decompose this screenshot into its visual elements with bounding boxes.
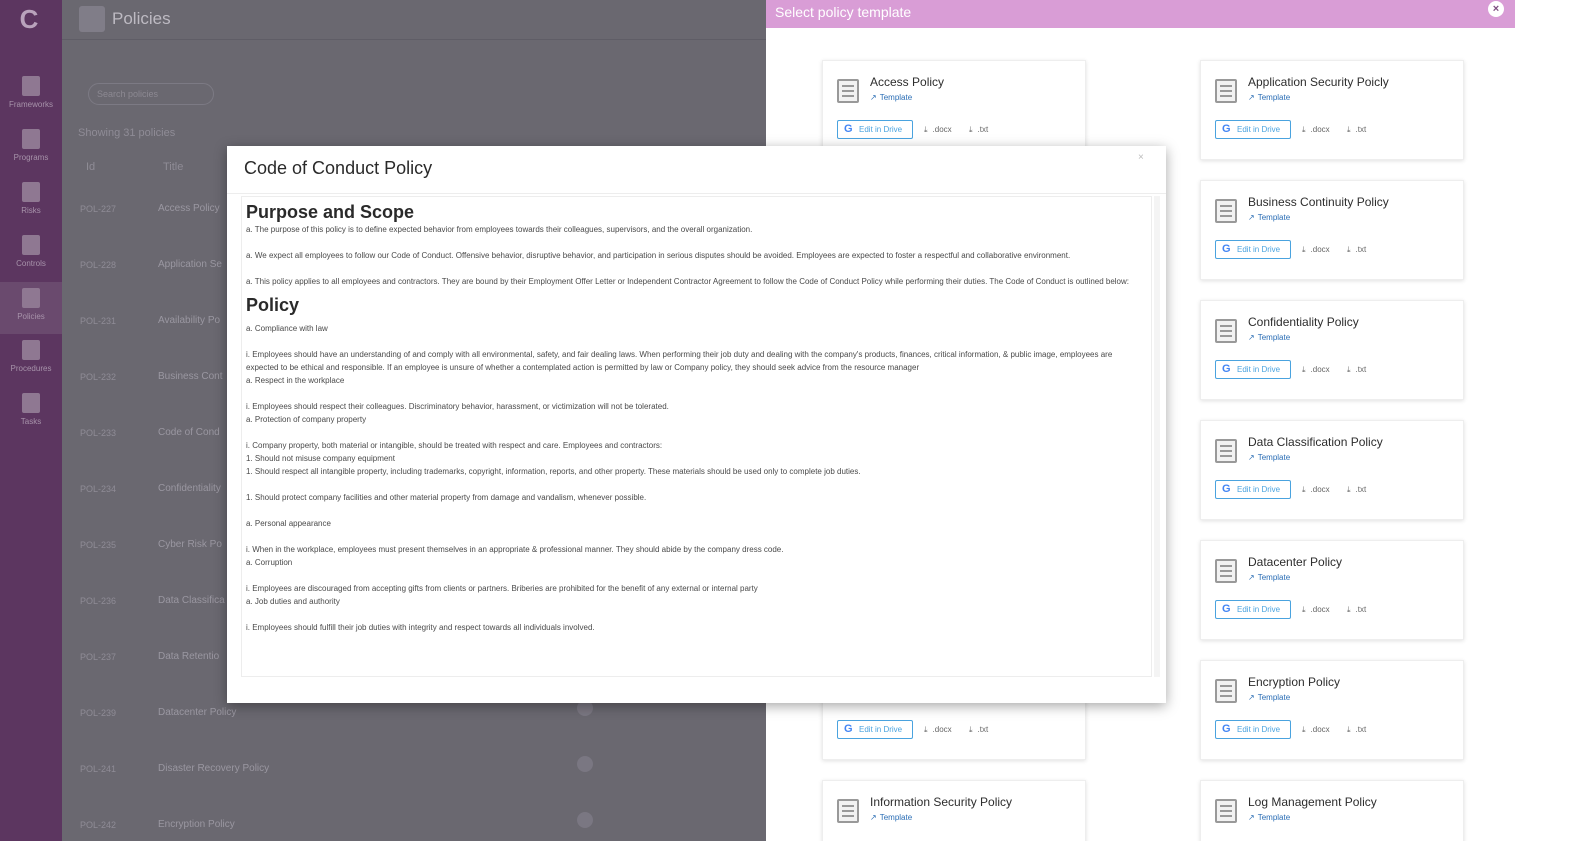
dialog-title: Code of Conduct Policy: [244, 158, 433, 178]
template-link[interactable]: [1248, 813, 1290, 822]
docx-label: .docx: [1310, 125, 1330, 134]
external-link-icon: ↗: [1248, 213, 1255, 222]
sidebar-item-controls[interactable]: [0, 235, 62, 287]
section-heading: Purpose and Scope: [246, 202, 415, 222]
txt-label: .txt: [1355, 605, 1367, 614]
sidebar-item-label: Controls: [16, 259, 46, 268]
paragraph: a. Job duties and authority: [246, 597, 340, 606]
scrollbar[interactable]: [1154, 196, 1160, 677]
txt-label: .txt: [1355, 725, 1367, 734]
template-link[interactable]: [870, 813, 912, 822]
paragraph: a. Respect in the workplace: [246, 376, 345, 385]
txt-label: .txt: [1355, 365, 1367, 374]
policy-id: POL-234: [80, 484, 117, 494]
download-txt-link[interactable]: [1347, 725, 1366, 735]
divider: [227, 193, 1166, 194]
column-header-id[interactable]: Id: [86, 161, 96, 173]
template-title: Encryption Policy: [1248, 675, 1341, 689]
policy-title[interactable]: Data Classifica: [158, 595, 225, 606]
policy-id: POL-239: [80, 708, 117, 718]
table-row[interactable]: [62, 708, 766, 764]
edit-in-drive-label: Edit in Drive: [1237, 125, 1281, 134]
edit-in-drive-label: Edit in Drive: [859, 725, 903, 734]
edit-in-drive-button[interactable]: [837, 120, 913, 139]
edit-in-drive-button[interactable]: [1215, 480, 1291, 499]
template-title: Application Security Poicly: [1248, 75, 1389, 89]
template-link-label: Template: [1257, 573, 1291, 582]
template-link-label: Template: [1257, 333, 1291, 342]
search-input[interactable]: Search policies: [88, 83, 214, 105]
page-title: Policies: [112, 9, 171, 28]
sidebar-item-label: Tasks: [20, 417, 42, 426]
download-docx-link[interactable]: [1302, 125, 1330, 135]
edit-in-drive-button[interactable]: [1215, 360, 1291, 379]
close-icon[interactable]: ×: [1488, 1, 1504, 17]
programs-icon: [22, 129, 40, 149]
docx-label: .docx: [932, 125, 952, 134]
google-icon: G: [1222, 723, 1231, 735]
template-link[interactable]: [1248, 573, 1290, 582]
edit-in-drive-label: Edit in Drive: [1237, 485, 1281, 494]
controls-icon: [22, 235, 40, 255]
download-docx-link[interactable]: [1302, 365, 1330, 375]
template-link[interactable]: [1248, 453, 1290, 462]
policy-title[interactable]: Data Retentio: [158, 651, 220, 662]
download-icon: ⤓: [1347, 605, 1351, 614]
page-background: [1515, 0, 1593, 841]
policy-title[interactable]: Disaster Recovery Policy: [158, 763, 270, 774]
paragraph: 1. Should protect company facilities and other material property from damage and vandalism, whenever possible.: [246, 493, 647, 502]
sidebar-item-risks[interactable]: [0, 182, 62, 234]
sidebar-item-label: Procedures: [10, 364, 52, 373]
sidebar-item-label: Programs: [13, 153, 49, 162]
download-icon: ⤓: [924, 125, 928, 134]
paragraph: 1. Should not misuse company equipment: [246, 454, 395, 463]
template-link-label: Template: [1257, 93, 1291, 102]
column-header-title[interactable]: Title: [163, 161, 184, 173]
download-docx-link[interactable]: [924, 125, 952, 135]
template-card[interactable]: [1200, 180, 1464, 280]
download-icon: ⤓: [1302, 605, 1306, 614]
external-link-icon: ↗: [1248, 813, 1255, 822]
policy-document[interactable]: [241, 196, 1152, 677]
document-icon: [1215, 79, 1237, 103]
sidebar-item-frameworks[interactable]: [0, 76, 62, 128]
document-icon: [1215, 799, 1237, 823]
status-icon: [577, 812, 593, 828]
policy-title[interactable]: Application Se: [158, 259, 222, 270]
edit-in-drive-label: Edit in Drive: [1237, 365, 1281, 374]
txt-label: .txt: [1355, 125, 1367, 134]
google-icon: G: [1222, 243, 1231, 255]
download-txt-link[interactable]: [1347, 245, 1366, 255]
sidebar-item-label: Risks: [21, 206, 41, 215]
template-title: Log Management Policy: [1248, 795, 1377, 809]
close-icon[interactable]: ×: [1138, 152, 1144, 163]
paragraph: i. When in the workplace, employees must present themselves in an appropriate & professional manner. They should abide by the company dress code.: [246, 545, 784, 554]
download-txt-link[interactable]: [969, 725, 988, 735]
paragraph: a. Protection of company property: [246, 415, 367, 424]
paragraph: a. Corruption: [246, 558, 293, 567]
policy-title[interactable]: Confidentiality: [158, 483, 221, 494]
edit-in-drive-label: Edit in Drive: [1237, 245, 1281, 254]
google-icon: G: [1222, 603, 1231, 615]
template-link-label: Template: [879, 813, 913, 822]
template-link[interactable]: [1248, 333, 1290, 342]
txt-label: .txt: [1355, 245, 1367, 254]
policy-title[interactable]: Cyber Risk Po: [158, 539, 222, 550]
docx-label: .docx: [1310, 485, 1330, 494]
paragraph: i. Employees should respect their colleagues. Discriminatory behavior, harassment, or victimization will not be tolerated.: [246, 402, 669, 411]
status-icon: [577, 756, 593, 772]
template-card[interactable]: [822, 780, 1086, 841]
docx-label: .docx: [1310, 245, 1330, 254]
download-txt-link[interactable]: [1347, 605, 1366, 615]
app-logo-icon[interactable]: C: [19, 4, 39, 34]
template-link-label: Template: [1257, 693, 1291, 702]
download-txt-link[interactable]: [1347, 125, 1366, 135]
sidebar-item-procedures[interactable]: [0, 340, 62, 392]
docx-label: .docx: [932, 725, 952, 734]
external-link-icon: ↗: [870, 93, 877, 102]
template-card[interactable]: [1200, 660, 1464, 760]
document-icon: [1215, 559, 1237, 583]
template-title: Data Classification Policy: [1248, 435, 1383, 449]
policy-id: POL-232: [80, 372, 117, 382]
edit-in-drive-button[interactable]: [837, 720, 913, 739]
document-icon: [1215, 319, 1237, 343]
external-link-icon: ↗: [1248, 573, 1255, 582]
template-card[interactable]: [1200, 60, 1464, 160]
page-header: [62, 0, 766, 40]
policy-id: POL-235: [80, 540, 117, 550]
edit-in-drive-label: Edit in Drive: [859, 125, 903, 134]
document-icon: [1215, 199, 1237, 223]
template-card[interactable]: [822, 60, 1086, 160]
policy-id: POL-242: [80, 820, 117, 830]
sidebar-item-tasks[interactable]: [0, 393, 62, 445]
policy-id: POL-233: [80, 428, 117, 438]
google-icon: G: [844, 123, 853, 135]
document-icon: [837, 799, 859, 823]
edit-in-drive-button[interactable]: [1215, 600, 1291, 619]
download-icon: ⤓: [969, 125, 973, 134]
google-icon: G: [844, 723, 853, 735]
download-icon: ⤓: [1347, 125, 1351, 134]
document-icon: [1215, 439, 1237, 463]
risks-icon: [22, 182, 40, 202]
template-card[interactable]: [1200, 300, 1464, 400]
template-title: Information Security Policy: [870, 795, 1013, 809]
paragraph: i. Employees should have an understanding of and comply with all environmental, safety, and fair dealing laws. When performing their job duty and dealing with the company's products, finances, critical information, & public image, employees are expected to be ethical and responsible. If an employee is unsure of whether a contemplated action is permitted by law or Company policy, they should seek advice from the resource manager: [246, 350, 1113, 372]
template-card[interactable]: [1200, 540, 1464, 640]
download-txt-link[interactable]: [1347, 365, 1366, 375]
sidebar-item-label: Policies: [17, 312, 45, 321]
download-docx-link[interactable]: [1302, 605, 1330, 615]
paragraph: a. We expect all employees to follow our Code of Conduct. Offensive behavior, disruptive behavior, and participation in serious disputes should be avoided. Employees are expected to foster a respectful and collaborative environment.: [246, 251, 1071, 260]
download-docx-link[interactable]: [1302, 725, 1330, 735]
download-icon: ⤓: [924, 725, 928, 734]
download-icon: ⤓: [1347, 245, 1351, 254]
download-txt-link[interactable]: [1347, 485, 1366, 495]
paragraph: i. Employees should fulfill their job duties with integrity and respect towards all individuals involved.: [246, 623, 595, 632]
paragraph: 1. Should respect all intangible property, including trademarks, copyright, information, reports, and other property. These materials should be used only to complete job duties.: [246, 467, 861, 476]
policy-title[interactable]: Availability Po: [158, 315, 221, 326]
table-row[interactable]: [62, 764, 766, 820]
google-icon: G: [1222, 483, 1231, 495]
download-icon: ⤓: [1347, 725, 1351, 734]
policy-title[interactable]: Encryption Policy: [158, 819, 235, 830]
policy-id: POL-236: [80, 596, 117, 606]
download-docx-link[interactable]: [924, 725, 952, 735]
docx-label: .docx: [1310, 605, 1330, 614]
download-icon: ⤓: [1302, 125, 1306, 134]
policy-id: POL-228: [80, 260, 117, 270]
download-icon: ⤓: [1302, 365, 1306, 374]
policy-id: POL-241: [80, 764, 117, 774]
section-heading: Policy: [246, 295, 300, 315]
tasks-icon: [22, 393, 40, 413]
document-icon: [837, 79, 859, 103]
txt-label: .txt: [977, 725, 989, 734]
paragraph: a. This policy applies to all employees and contractors. They are bound by their Employment Offer Letter or Independent Contractor Agreement to follow the Code of Conduct Policy while performing their duties. The Code of Conduct is outlined below:: [246, 277, 1130, 286]
panel-header: [766, 0, 1515, 28]
docx-label: .docx: [1310, 725, 1330, 734]
sidebar: [0, 0, 62, 841]
policy-preview-dialog: [227, 146, 1166, 703]
template-title: Datacenter Policy: [1248, 555, 1343, 569]
template-link-label: Template: [1257, 213, 1291, 222]
template-card[interactable]: [1200, 420, 1464, 520]
txt-label: .txt: [977, 125, 989, 134]
paragraph: i. Company property, both material or intangible, should be treated with respect and care. Employees and contractors:: [246, 441, 663, 450]
paragraph: a. Compliance with law: [246, 324, 328, 333]
document-icon: [1215, 679, 1237, 703]
paragraph: a. The purpose of this policy is to define expected behavior from employees towards their colleagues, supervisors, and the overall organization.: [246, 225, 753, 234]
template-link[interactable]: [1248, 693, 1290, 702]
external-link-icon: ↗: [1248, 453, 1255, 462]
paragraph: i. Employees are discouraged from accepting gifts from clients or partners. Briberies are prohibited for the benefit of any external or internal party: [246, 584, 758, 593]
sidebar-item-label: Frameworks: [8, 100, 53, 109]
sidebar-item-programs[interactable]: [0, 129, 62, 181]
template-card[interactable]: [1200, 780, 1464, 841]
txt-label: .txt: [1355, 485, 1367, 494]
sidebar-item-policies[interactable]: [0, 282, 62, 334]
download-icon: ⤓: [1302, 725, 1306, 734]
download-txt-link[interactable]: [969, 125, 988, 135]
edit-in-drive-button[interactable]: [1215, 240, 1291, 259]
policies-icon: [79, 6, 105, 32]
paragraph: a. Personal appearance: [246, 519, 331, 528]
policy-title[interactable]: Datacenter Policy: [158, 707, 237, 718]
policy-title[interactable]: Code of Cond: [158, 427, 220, 438]
download-icon: ⤓: [1302, 485, 1306, 494]
download-icon: ⤓: [1347, 485, 1351, 494]
external-link-icon: ↗: [1248, 333, 1255, 342]
edit-in-drive-button[interactable]: [1215, 120, 1291, 139]
download-icon: ⤓: [1347, 365, 1351, 374]
template-title: Access Policy: [870, 75, 945, 89]
template-title: Confidentiality Policy: [1248, 315, 1359, 329]
policies-icon: [22, 288, 40, 308]
template-link-label: Template: [1257, 453, 1291, 462]
policy-title[interactable]: Business Cont: [158, 371, 223, 382]
procedures-icon: [22, 340, 40, 360]
frameworks-icon: [22, 76, 40, 96]
external-link-icon: ↗: [1248, 93, 1255, 102]
policy-id: POL-237: [80, 652, 117, 662]
edit-in-drive-label: Edit in Drive: [1237, 605, 1281, 614]
google-icon: G: [1222, 123, 1231, 135]
panel-title: Select policy template: [775, 4, 912, 20]
table-row[interactable]: [62, 820, 766, 841]
external-link-icon: ↗: [1248, 693, 1255, 702]
google-icon: G: [1222, 363, 1231, 375]
external-link-icon: ↗: [870, 813, 877, 822]
policy-title[interactable]: Access Policy: [158, 203, 220, 214]
edit-in-drive-button[interactable]: [1215, 720, 1291, 739]
edit-in-drive-label: Edit in Drive: [1237, 725, 1281, 734]
template-link[interactable]: [1248, 213, 1290, 222]
policy-id: POL-227: [80, 204, 117, 214]
template-link[interactable]: [1248, 93, 1290, 102]
policy-id: POL-231: [80, 316, 117, 326]
template-link-label: Template: [1257, 813, 1291, 822]
download-docx-link[interactable]: [1302, 245, 1330, 255]
download-icon: ⤓: [969, 725, 973, 734]
results-count: Showing 31 policies: [78, 127, 176, 139]
template-link[interactable]: [870, 93, 912, 102]
download-docx-link[interactable]: [1302, 485, 1330, 495]
download-icon: ⤓: [1302, 245, 1306, 254]
template-title: Business Continuity Policy: [1248, 195, 1389, 209]
docx-label: .docx: [1310, 365, 1330, 374]
template-link-label: Template: [879, 93, 913, 102]
